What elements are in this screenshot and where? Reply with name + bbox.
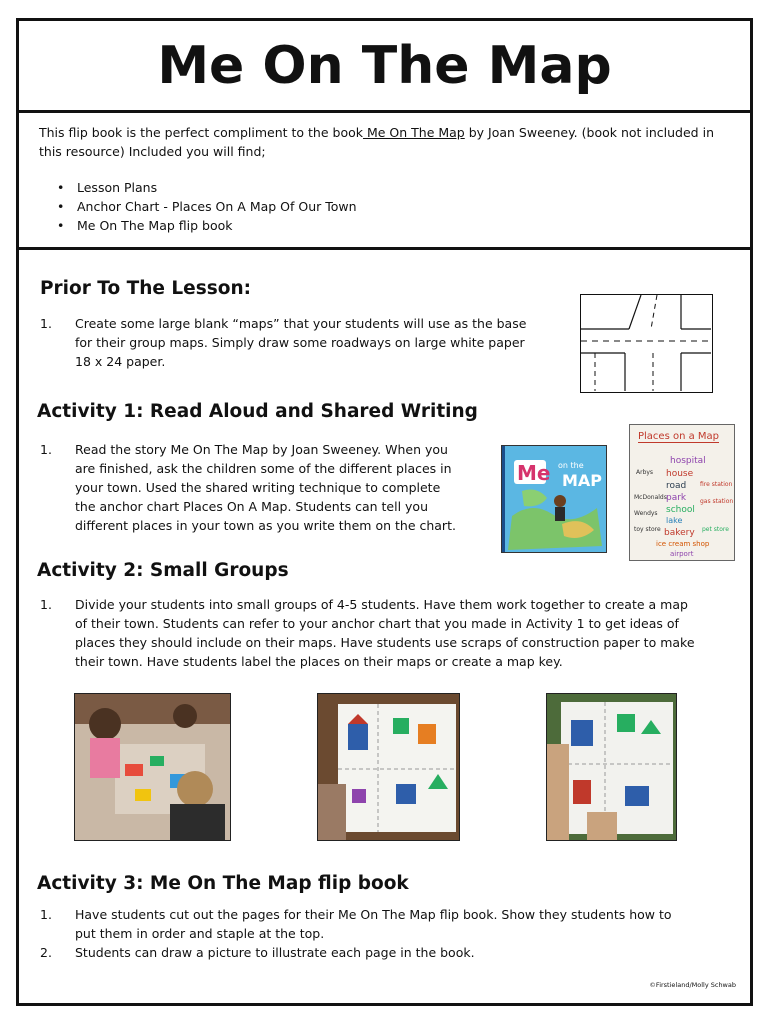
list-item: • Me On The Map flip book [77, 216, 730, 235]
item-number: 2. [40, 945, 52, 960]
chart-word: hospital [670, 456, 706, 466]
list-item [40, 314, 540, 371]
chart-word: house [666, 469, 694, 479]
chart-word: fire station [700, 481, 733, 488]
intro-paragraph [39, 123, 730, 161]
group-map-photo [317, 693, 460, 841]
photo-art [547, 694, 677, 841]
chart-word: Arbys [636, 469, 654, 476]
chart-word: airport [670, 550, 694, 558]
item-number: 1. [40, 597, 52, 612]
item-text: Divide your students into small groups of 4-5 students. Have them work together to create a map of their town. Students can refer to your anchor chart that you made in Activity 1 to get ideas of places they should include on their maps. Have students use scraps of construction paper to make their town. Have students label the places on their maps or create a map key. [75, 597, 695, 669]
list-item [40, 905, 680, 943]
page-frame [16, 18, 753, 1006]
chart-word: lake [666, 516, 683, 525]
copyright-footer: ©Firstieland/Molly Schwab [649, 981, 736, 989]
intro-text-before: This flip book is the perfect compliment to the book [39, 125, 363, 140]
prior-heading: Prior To The Lesson: [40, 278, 252, 299]
item-text: Read the story Me On The Map by Joan Sweeney. When you are finished, ask the children some of the different places in your town. Used the shared writing technique to complete the anchor chart Places On A Map. Students can tell you different places in your town as you write them on the chart. [75, 442, 456, 533]
prior-list [40, 314, 540, 371]
intro-text-after: by Joan Sweeney. (book not included in this resource) Included you will find; [39, 125, 714, 159]
activity1-heading: Activity 1: Read Aloud and Shared Writing [37, 401, 478, 422]
item-number: 1. [40, 442, 52, 457]
chart-word: pet store [702, 526, 729, 533]
item-text: Students can draw a picture to illustrate each page in the book. [75, 945, 475, 960]
book-title-link: Me On The Map [362, 125, 465, 140]
book-cover-image [501, 445, 607, 553]
chart-word: bakery [664, 528, 695, 538]
list-item: • Anchor Chart - Places On A Map Of Our Town [77, 197, 730, 216]
list-item [40, 943, 680, 962]
activity3-list [40, 905, 680, 962]
chart-words [630, 425, 735, 561]
chart-word: McDonalds [634, 494, 667, 501]
activity2-list [40, 595, 700, 671]
photo-art [318, 694, 460, 841]
item-number: 1. [40, 907, 52, 922]
list-item [40, 595, 700, 671]
cover-title-me: Me [517, 461, 551, 485]
chart-word: gas station [700, 498, 734, 505]
list-item [40, 440, 460, 535]
chart-word: school [666, 505, 695, 515]
activity3-heading: Activity 3: Me On The Map flip book [37, 873, 409, 894]
intro-section [19, 113, 750, 250]
child-labeling-map-photo [546, 693, 677, 841]
item-text: Create some large blank “maps” that your students will use as the base for their group maps. Simply draw some roadways on large white paper 18 x 24 paper. [75, 316, 527, 369]
book-cover-art [502, 446, 607, 553]
item-text: Have students cut out the pages for their Me On The Map flip book. Show they students how to put them in order and staple at the top. [75, 907, 672, 941]
activity1-list [40, 440, 460, 535]
road-map-drawing [581, 295, 711, 391]
chart-word: ice cream shop [656, 540, 710, 548]
chart-word: Wendys [634, 510, 658, 517]
cover-title-on: on the [558, 461, 584, 470]
chart-word: park [666, 493, 687, 503]
chart-title: Places on a Map [638, 431, 720, 442]
list-item: • Lesson Plans [77, 178, 730, 197]
activity2-heading: Activity 2: Small Groups [37, 560, 289, 581]
chart-word: toy store [634, 526, 661, 533]
students-working-photo [74, 693, 231, 841]
page-title: Me On The Map [157, 35, 612, 96]
chart-word: road [666, 481, 687, 491]
cover-title-map: MAP [562, 471, 603, 490]
title-box [19, 21, 750, 113]
photo-art [75, 694, 231, 841]
included-list [39, 178, 730, 235]
item-number: 1. [40, 316, 52, 331]
anchor-chart-image [629, 424, 735, 561]
blank-road-map-image [580, 294, 713, 393]
